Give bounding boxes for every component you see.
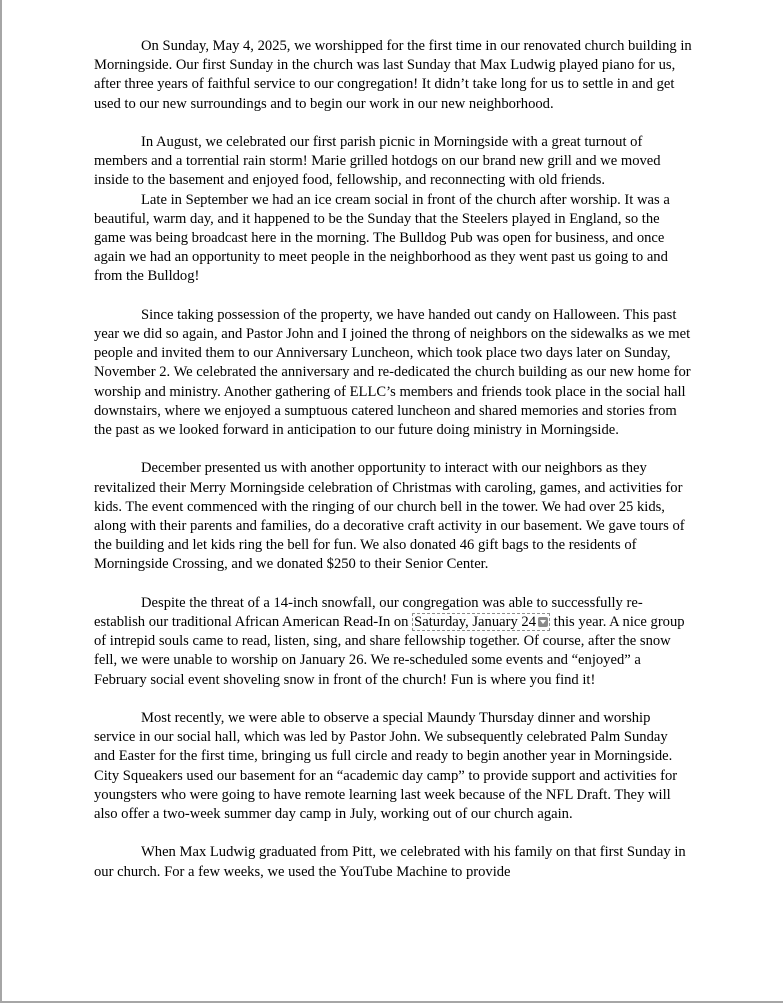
paragraph-max-ludwig-graduation: When Max Ludwig graduated from Pitt, we celebrated with his family on that first Sunday in our church. For a few weeks, we used the YouTube Machine to provide bbox=[94, 844, 686, 880]
date-field-value[interactable]: Saturday, January 24 bbox=[414, 614, 536, 631]
paragraph-first-worship: On Sunday, May 4, 2025, we worshipped for the first time in our renovated church building in Morningside. Our first Sunday in the church was last Sunday that Max Ludwig played piano for us, after three years of faithful service to our congregation! It didn’t take long for us to settle in and get used to our new surroundings and to begin our work in our new neighborhood. bbox=[94, 38, 692, 112]
read-in-text-after: this year. A nice group of intrepid souls came to read, listen, sing, and share fellowship together. Of course, after the snow fell, we were unable to worship on January 26. We re-scheduled some events and “enjoyed” a February social event shoveling snow in front of the church! Fun is where you find it! bbox=[94, 614, 685, 688]
paragraph-halloween-anniversary: Since taking possession of the property, we have handed out candy on Halloween. This past year we did so again, and Pastor John and I joined the throng of neighbors on the sidewalks as we met people and invited them to our Anniversary Luncheon, which took place two days later on Sunday, November 2. We celebrated the anniversary and re-dedicated the church building as our new home for worship and ministry. Another gathering of ELLC’s members and friends took place in the social hall downstairs, where we enjoyed a sumptuous catered luncheon and shared memories and stories from the past as we looked forward in anticipation to our future doing ministry in Morningside. bbox=[94, 306, 691, 439]
paragraph-read-in bbox=[94, 594, 692, 690]
paragraph-spacer bbox=[94, 824, 692, 843]
paragraph-spacer bbox=[94, 440, 692, 459]
paragraph-spacer bbox=[94, 575, 692, 594]
paragraph-merry-morningside: December presented us with another opportunity to interact with our neighbors as they revitalized their Merry Morningside celebration of Christmas with caroling, games, and activities for kids. The event commenced with the ringing of our church bell in the tower. We had over 25 kids, along with their parents and families, do a decorative craft activity in our basement. We gave tours of the building and let kids ring the bell for fun. We also donated 46 gift bags to the residents of Morningside Crossing, and we donated $250 to their Senior Center. bbox=[94, 460, 685, 573]
paragraph-spacer bbox=[94, 287, 692, 306]
read-in-text-before: Despite the threat of a 14-inch snowfall, our congregation was able to successfully re-establish our traditional African American Read-In on bbox=[94, 594, 643, 631]
paragraph-spacer bbox=[94, 114, 692, 133]
date-picker-field[interactable] bbox=[412, 613, 550, 631]
paragraph-maundy-thursday: Most recently, we were able to observe a special Maundy Thursday dinner and worship service in our social hall, which was led by Pastor John. We subsequently celebrated Palm Sunday and Easter for the first time, bringing us full circle and ready to begin another year in Morningside. City Squeakers used our basement for an “academic day camp” to provide support and activities for youngsters who were going to have remote learning last week because of the NFL Draft. They will also offer a two-week summer day camp in July, working out of our church again. bbox=[94, 710, 678, 823]
paragraph-spacer bbox=[94, 690, 692, 709]
document-page bbox=[94, 37, 692, 882]
paragraph-ice-cream-social: Late in September we had an ice cream social in front of the church after worship. It was a beautiful, warm day, and it happened to be the Sunday that the Steelers played in England, so the game was being broadcast here in the morning. The Bulldog Pub was open for business, and once again we had an opportunity to meet people in the neighborhood as they went past us going to and from the Bulldog! bbox=[94, 191, 670, 285]
paragraph-parish-picnic: In August, we celebrated our first parish picnic in Morningside with a great turnout of members and a torrential rain storm! Marie grilled hotdogs on our brand new grill and we moved inside to the basement and enjoyed food, fellowship, and reconnecting with old friends. bbox=[94, 134, 661, 189]
chevron-down-icon[interactable] bbox=[538, 617, 548, 627]
